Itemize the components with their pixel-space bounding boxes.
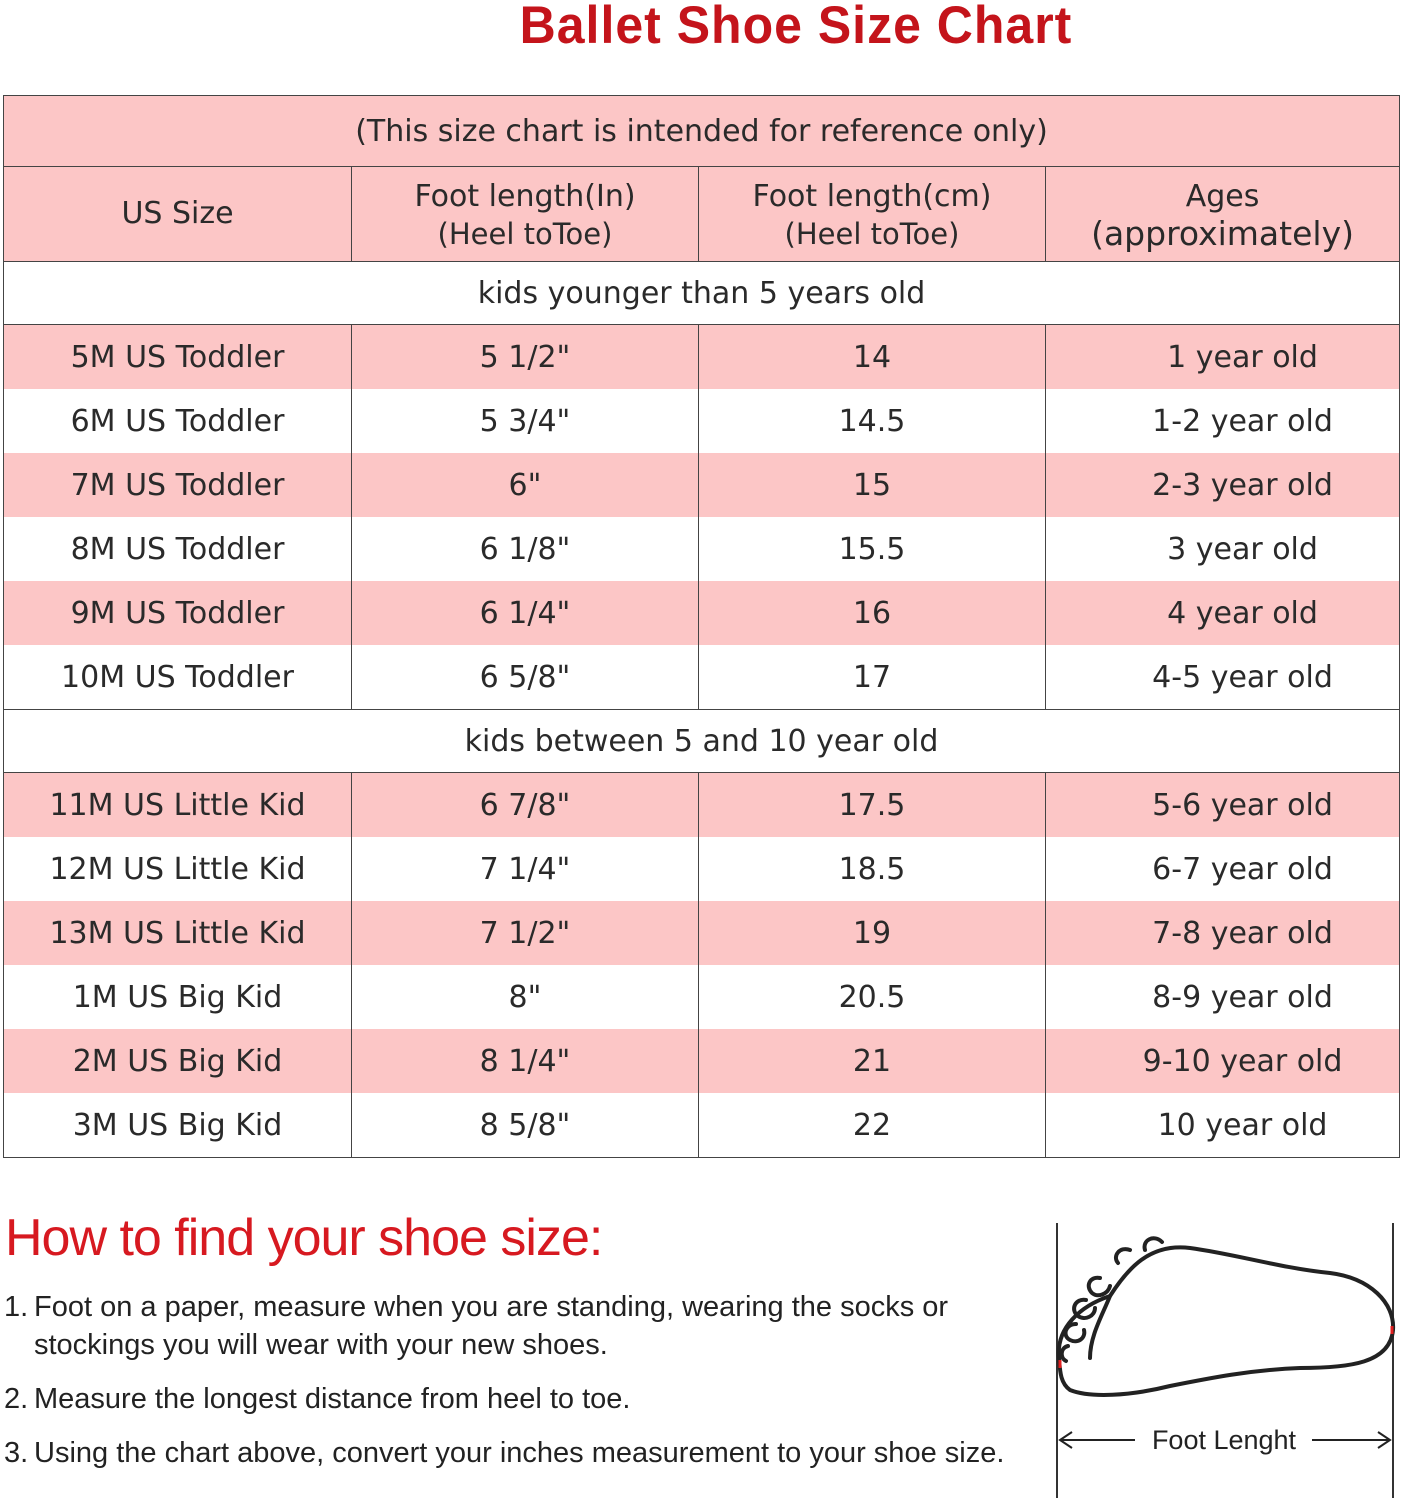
group-row: [4, 710, 1400, 773]
step-item: [4, 1380, 1044, 1418]
cm-cell: 19: [699, 901, 1046, 965]
inches-cell: 8": [352, 965, 699, 1029]
header-sub: (Heel toToe): [784, 217, 960, 251]
cm-cell: 17: [699, 645, 1046, 710]
age-cell: 4-5 year old: [1046, 645, 1400, 710]
table-row: [4, 389, 1400, 453]
age-cell: 7-8 year old: [1046, 901, 1400, 965]
age-cell: 2-3 year old: [1046, 453, 1400, 517]
cm-cell: 18.5: [699, 837, 1046, 901]
step-text: Measure the longest distance from heel to toe.: [34, 1383, 631, 1415]
table-row: [4, 773, 1400, 838]
reference-note: (This size chart is intended for reference only): [4, 96, 1400, 167]
age-cell: 1 year old: [1046, 325, 1400, 390]
how-to-steps: [4, 1288, 1044, 1488]
size-cell: 12M US Little Kid: [4, 837, 352, 901]
size-cell: 8M US Toddler: [4, 517, 352, 581]
header-us-size: [4, 167, 352, 262]
age-cell: 9-10 year old: [1046, 1029, 1400, 1093]
inches-cell: 6": [352, 453, 699, 517]
header-sub: (Heel toToe): [437, 217, 613, 251]
table-row: [4, 517, 1400, 581]
foot-outline-icon: [1059, 1238, 1393, 1395]
header-foot-length-in: [352, 167, 699, 262]
table-row: [4, 837, 1400, 901]
age-cell: 6-7 year old: [1046, 837, 1400, 901]
age-cell: 4 year old: [1046, 581, 1400, 645]
size-cell: 9M US Toddler: [4, 581, 352, 645]
table-row: [4, 901, 1400, 965]
table-row: [4, 453, 1400, 517]
group-row: [4, 262, 1400, 325]
step-number: 1.: [4, 1291, 29, 1323]
step-item: [4, 1288, 1044, 1364]
header-row: [4, 167, 1400, 262]
step-item: [4, 1434, 1044, 1472]
table-row: [4, 965, 1400, 1029]
age-cell: 1-2 year old: [1046, 389, 1400, 453]
group-label: kids younger than 5 years old: [4, 262, 1400, 325]
header-ages: [1046, 167, 1400, 262]
cm-cell: 15: [699, 453, 1046, 517]
inches-cell: 6 1/8": [352, 517, 699, 581]
size-cell: 13M US Little Kid: [4, 901, 352, 965]
step-text: Foot on a paper, measure when you are standing, wearing the socks or stockings you will wear with your new shoes.: [34, 1291, 949, 1361]
size-chart-table: [3, 95, 1400, 1158]
cm-cell: 22: [699, 1093, 1046, 1158]
group-label: kids between 5 and 10 year old: [4, 710, 1400, 773]
inches-cell: 8 1/4": [352, 1029, 699, 1093]
table-row: [4, 1029, 1400, 1093]
chart-title: Ballet Shoe Size Chart: [519, 0, 1073, 55]
size-cell: 6M US Toddler: [4, 389, 352, 453]
age-cell: 8-9 year old: [1046, 965, 1400, 1029]
foot-length-label: Foot Lenght: [1151, 1425, 1297, 1455]
age-cell: 3 year old: [1046, 517, 1400, 581]
header-sub: (approximately): [1091, 214, 1354, 253]
cm-cell: 14.5: [699, 389, 1046, 453]
foot-measure-diagram: [1050, 1218, 1400, 1500]
inches-cell: 7 1/4": [352, 837, 699, 901]
header-foot-length-cm: [699, 167, 1046, 262]
cm-cell: 14: [699, 325, 1046, 390]
size-cell: 2M US Big Kid: [4, 1029, 352, 1093]
cm-cell: 17.5: [699, 773, 1046, 838]
inches-cell: 5 1/2": [352, 325, 699, 390]
age-cell: 5-6 year old: [1046, 773, 1400, 838]
size-cell: 11M US Little Kid: [4, 773, 352, 838]
cm-cell: 16: [699, 581, 1046, 645]
how-to-heading: How to find your shoe size:: [5, 1209, 603, 1267]
table-row: [4, 581, 1400, 645]
header-main: US Size: [121, 196, 234, 231]
size-cell: 1M US Big Kid: [4, 965, 352, 1029]
cm-cell: 20.5: [699, 965, 1046, 1029]
header-main: Ages: [1185, 179, 1260, 214]
header-main: Foot length(cm): [752, 179, 992, 214]
step-number: 2.: [4, 1383, 29, 1415]
table-row: [4, 645, 1400, 710]
note-row: [4, 96, 1400, 167]
cm-cell: 15.5: [699, 517, 1046, 581]
cm-cell: 21: [699, 1029, 1046, 1093]
size-cell: 5M US Toddler: [4, 325, 352, 390]
table-row: [4, 1093, 1400, 1158]
size-cell: 10M US Toddler: [4, 645, 352, 710]
header-main: Foot length(In): [414, 179, 636, 214]
size-cell: 3M US Big Kid: [4, 1093, 352, 1158]
inches-cell: 6 1/4": [352, 581, 699, 645]
inches-cell: 7 1/2": [352, 901, 699, 965]
step-text: Using the chart above, convert your inches measurement to your shoe size.: [34, 1437, 1005, 1469]
table-row: [4, 325, 1400, 390]
step-number: 3.: [4, 1437, 29, 1469]
inches-cell: 6 7/8": [352, 773, 699, 838]
age-cell: 10 year old: [1046, 1093, 1400, 1158]
size-cell: 7M US Toddler: [4, 453, 352, 517]
inches-cell: 5 3/4": [352, 389, 699, 453]
inches-cell: 6 5/8": [352, 645, 699, 710]
inches-cell: 8 5/8": [352, 1093, 699, 1158]
